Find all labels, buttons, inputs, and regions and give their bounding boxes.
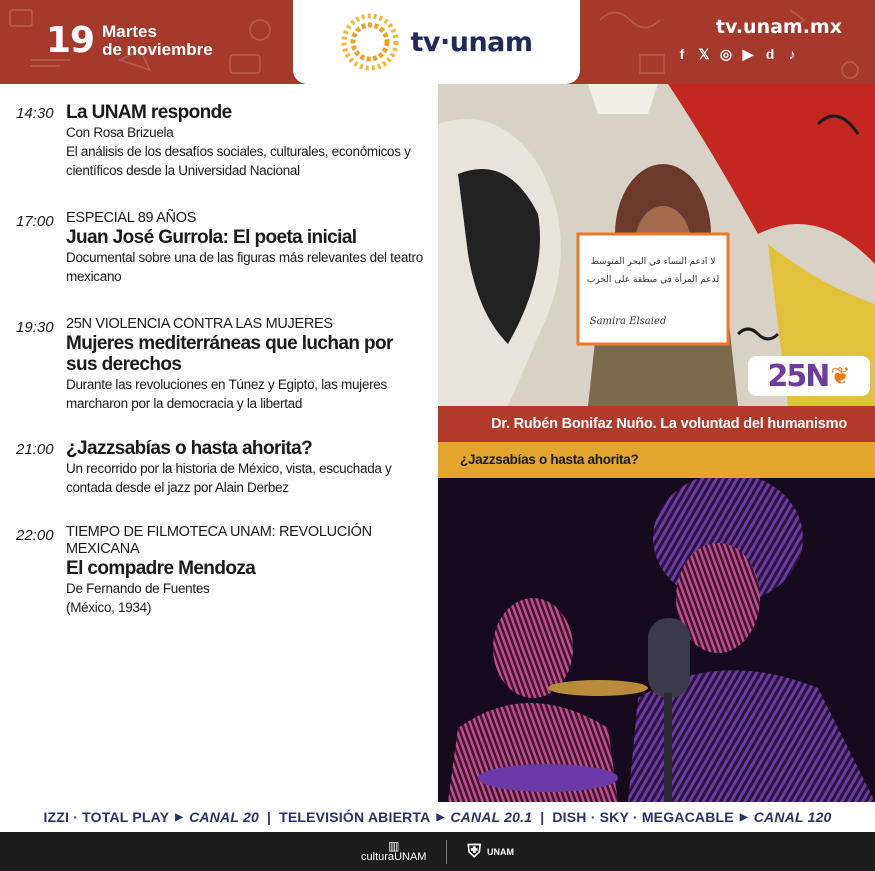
arrow-icon: ▶ <box>436 811 445 823</box>
sun-logo-icon <box>340 12 400 72</box>
tvunam-logo[interactable] <box>293 0 580 84</box>
caption-red: Dr. Rubén Bonifaz Nuño. La voluntad del humanismo <box>438 406 875 442</box>
separator: | <box>540 809 545 825</box>
program-kicker: ESPECIAL 89 AÑOS <box>66 210 197 226</box>
program-title: La UNAM responde <box>66 102 232 123</box>
program-description: Durante las revoluciones en Túnez y Egipto, las mujeres marcharon por la democracia y la libertad <box>66 377 387 411</box>
channel-bar <box>0 802 875 832</box>
unam-logo[interactable]: ⛨ UNAM <box>467 841 514 861</box>
program-time: 19:30 <box>16 319 54 336</box>
channel-group-3: DISH · SKY · MEGACABLE <box>552 809 734 825</box>
header-bar <box>0 0 875 84</box>
butterfly-icon: ❦ <box>830 362 851 390</box>
facebook-icon[interactable]: f <box>679 46 685 62</box>
sign-signature: Samira Elsaied <box>589 316 667 327</box>
program-title: Mujeres mediterráneas que luchan por sus derechos <box>66 333 393 375</box>
channel-group-2: TELEVISIÓN ABIERTA <box>279 809 431 825</box>
promo-image-jazz <box>438 478 875 802</box>
site-url[interactable]: tv.unam.mx <box>715 16 842 38</box>
program-director: De Fernando de Fuentes <box>66 581 210 596</box>
program-time: 17:00 <box>16 213 54 230</box>
program-description: Documental sobre una de las figuras más relevantes del teatro mexicano <box>66 250 423 284</box>
date-block <box>46 20 213 61</box>
channel-number-1: CANAL 20 <box>189 809 259 825</box>
program-description: El análisis de los desafíos sociales, culturales, económicos y científicos desde la Universidad Nacional <box>66 144 411 178</box>
sign-line-2: لدعم المرأة في منطقة على الحرب <box>586 275 720 285</box>
program-kicker: 25N VIOLENCIA CONTRA LAS MUJERES <box>66 316 333 332</box>
program-title: ¿Jazzsabías o hasta ahorita? <box>66 438 313 459</box>
date-day: 19 <box>46 20 95 61</box>
program-description: Un recorrido por la historia de México, vista, escuchada y contada desde el jazz por Alain Derbez <box>66 461 392 495</box>
channel-number-3: CANAL 120 <box>753 809 832 825</box>
x-icon[interactable]: 𝕏 <box>698 46 710 62</box>
channel-group-1: IZZI · TOTAL PLAY <box>43 809 170 825</box>
social-links <box>675 46 799 63</box>
schedule-list <box>0 84 438 794</box>
caption-yellow: ¿Jazzsabías o hasta ahorita? <box>438 442 875 478</box>
25n-badge: 25N ❦ <box>748 356 870 396</box>
divider <box>446 840 447 864</box>
arrow-icon: ▶ <box>175 811 184 823</box>
cultura-icon: ▥ <box>388 838 400 853</box>
youtube-icon[interactable]: ▶ <box>742 46 754 62</box>
program-time: 22:00 <box>16 527 54 544</box>
arrow-icon: ▶ <box>739 811 748 823</box>
logo-text: tv·unam <box>410 26 533 58</box>
date-weekday: Martes <box>102 21 157 41</box>
separator: | <box>266 809 272 825</box>
dailymotion-icon[interactable]: d <box>765 46 775 62</box>
program-time: 14:30 <box>16 105 54 122</box>
program-title: Juan José Gurrola: El poeta inicial <box>66 227 357 248</box>
cultura-unam-logo[interactable]: ▥ culturaUNAM <box>361 838 427 863</box>
promo-image-women <box>438 84 875 406</box>
date-month: de noviembre <box>102 39 213 59</box>
program-time: 21:00 <box>16 441 54 458</box>
program-kicker: TIEMPO DE FILMOTECA UNAM: REVOLUCIÓN MEXICANA <box>66 524 372 557</box>
unam-shield-icon: ⛨ <box>467 841 481 861</box>
program-year: (México, 1934) <box>66 600 152 615</box>
instagram-icon[interactable]: ◎ <box>719 46 733 62</box>
tiktok-icon[interactable]: ♪ <box>788 46 796 62</box>
sign-line-1: لا ادعم النساء في البحر المتوسط <box>590 257 716 267</box>
channel-number-2: CANAL 20.1 <box>450 809 533 825</box>
program-host: Con Rosa Brizuela <box>66 125 174 140</box>
program-title: El compadre Mendoza <box>66 558 256 579</box>
footer-bar <box>0 832 875 871</box>
